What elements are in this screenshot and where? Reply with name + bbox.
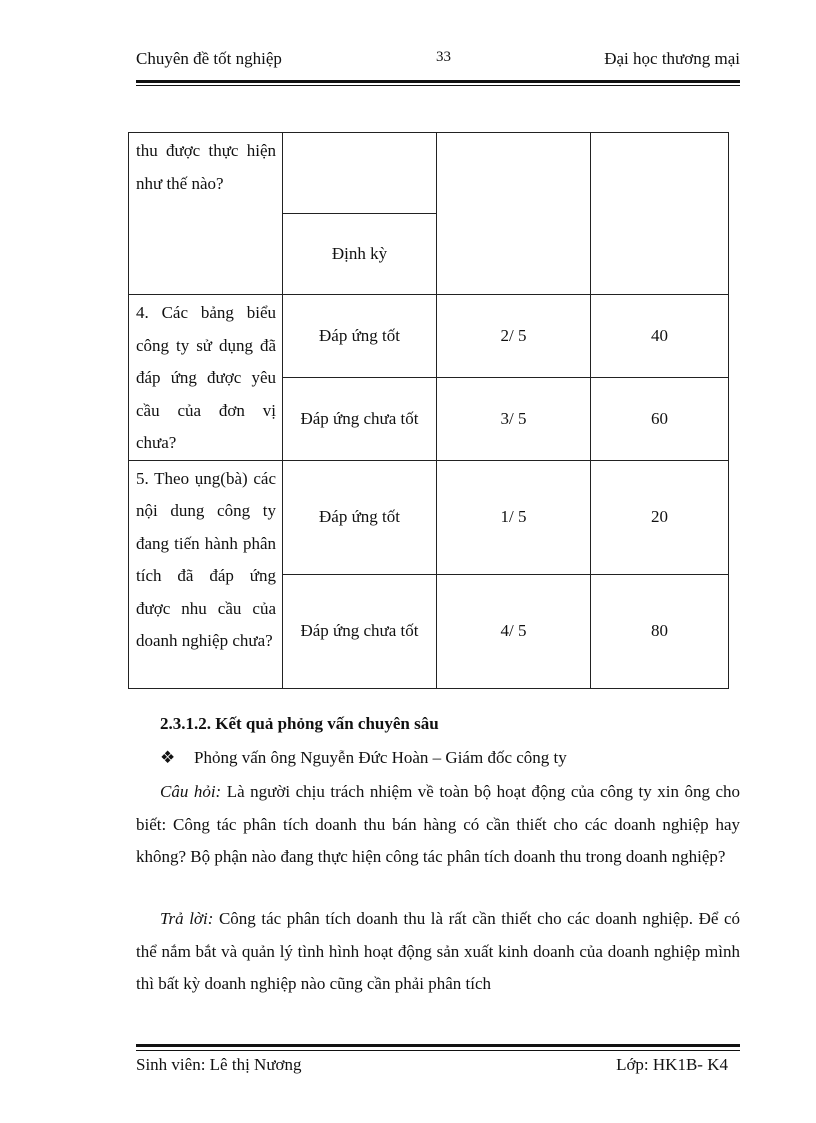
bullet-text: Phỏng vấn ông Nguyễn Đức Hoàn – Giám đốc công ty [194,748,567,767]
question-text: 4. Các bảng biểu công ty sử dụng đã đáp ứng được yêu cầu của đơn vị chưa? [136,303,276,452]
table-question-cell [129,133,283,295]
answer-cell: Đáp ứng chưa tốt [283,574,437,688]
header-left: Chuyên đề tốt nghiệp [136,49,282,68]
footer-rule-thin [136,1050,740,1051]
bullet-item [160,748,567,768]
answer-paragraph [136,903,740,1001]
answer-cell: Đáp ứng chưa tốt [283,377,437,460]
question-body: Là người chịu trách nhiệm về toàn bộ hoạt động của công ty xin ông cho biết: Công tác phân tích doanh thu bán hàng có cần thiết cho các doanh nghiệp hay không? Bộ phận nào đang thực hiện công tác phân tích doanh thu trong doanh nghiệp? [136,782,740,866]
answer-cell: Đáp ứng tốt [283,295,437,378]
header-right: Đại học thương mại [604,49,740,68]
section-title: 2.3.1.2. Kết quả phỏng vấn chuyên sâu [160,714,439,733]
header-rule-thin [136,85,740,86]
ratio-cell: 1/ 5 [437,460,591,574]
table-cell [591,133,729,295]
answer-cell: Định kỳ [283,214,437,295]
percent-cell: 60 [591,377,729,460]
question-text: thu được thực hiện như thế nào? [136,141,276,193]
answer-label: Trả lời: [160,909,214,928]
question-label: Câu hỏi: [160,782,222,801]
footer-class: Lớp: HK1B- K4 [616,1055,728,1074]
page-header [136,46,740,74]
table-question-cell [129,295,283,461]
bullet-diamond-icon: ❖ [160,748,176,767]
percent-cell: 40 [591,295,729,378]
answer-body: Công tác phân tích doanh thu là rất cần thiết cho các doanh nghiệp. Để có thể nắm bắt và quản lý tình hình hoạt động sản xuất kinh doanh của doanh nghiệp mình thì bất kỳ doanh nghiệp nào cũng cần phải phân tích [136,909,741,993]
footer-student: Sinh viên: Lê thị Nương [136,1055,302,1074]
percent-cell: 20 [591,460,729,574]
header-rule [136,80,740,83]
percent-cell: 80 [591,574,729,688]
table-cell [283,133,437,214]
table-cell [437,133,591,295]
ratio-cell: 3/ 5 [437,377,591,460]
question-paragraph [136,776,740,874]
question-text: 5. Theo ụng(bà) các nội dung công ty đang tiến hành phân tích đã đáp ứng được nhu cầu của doanh nghiệp chưa? [136,468,276,650]
footer-rule [136,1044,740,1047]
ratio-cell: 2/ 5 [437,295,591,378]
page-number: 33 [436,49,451,65]
answer-cell: Đáp ứng tốt [283,460,437,574]
ratio-cell: 4/ 5 [437,574,591,688]
table-question-cell [129,460,283,688]
survey-table [128,132,729,689]
page-footer [136,1055,740,1079]
